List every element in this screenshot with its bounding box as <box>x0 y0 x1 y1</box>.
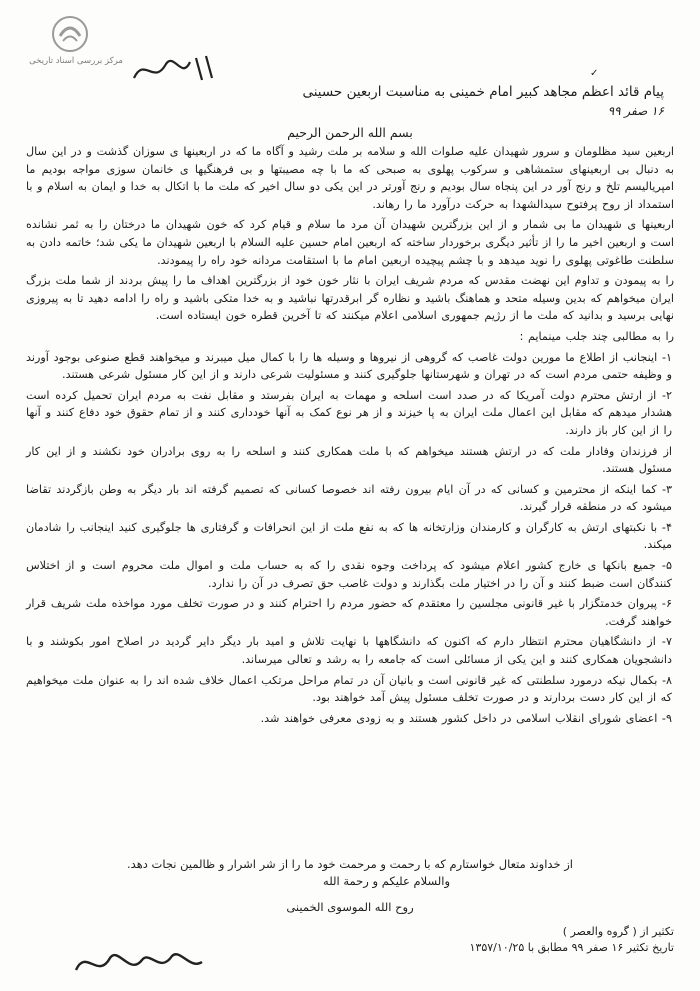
paragraph: را به پیمودن و تداوم این نهضت مقدس که مردم شریف ایران با نثار خون خود از بزرگترین اهداف ما را پیش بردند از شما ملت بزرگ ایران میخواهم که بدین وسیله متحد و هماهنگ باشید و نظاره گر ابرقدرتها نباشید و به خدا متکی باشید و راه را ادامه دهید تا به پیروزی نهایی برسید و بدانید که ملت ما از رژیم جمهوری اسلامی اعلام میکنند که تا آخرین قطره خون ایستاده است. <box>26 274 674 323</box>
basmala: بسم الله الرحمن الرحیم <box>287 125 413 140</box>
paragraph: را به مطالبی چند جلب مینمایم : <box>519 329 674 343</box>
numbered-item: ۴- با نکبتهای ارتش به کارگران و کارمندان وزارتخانه ها که به نفع ملت از این انحرافات و گرفتاری ها جلوگیری کنید اینجانب را شادمان میکند. <box>26 520 672 552</box>
numbered-item: ۲- از ارتش محترم دولت آمریکا که در صدد است اسلحه و مهمات به ایران بفرستد و مقابل نفت به مردم ایران تحمیل کرده است هشدار میدهم که مقابل این اعمال ملت ایران به پا خیزند و از هر نوع کمک به آنها خودداری کنند و از تمام حقوق خود دفاع کنند و آنها را از این کار باز دارند. <box>26 388 672 437</box>
numbered-item: ۳- کما اینکه از محترمین و کسانی که در آن ایام بیرون رفته اند خصوصا کسانی که تصمیم گرفته اند بار دیگر به وطن بازگردند تقاضا میشود که در منطقه قرار گیرند. <box>26 482 672 514</box>
numbered-item: ۱- اینجانب از اطلاع ما مورین دولت غاصب که گروهی از نیروها و وسیله ها را با کمال میل میبرند و میخواهند قطع صنوعی بوجود آورند و وظیفه حتمی مردم است که در تهران و شهرستانها جلوگیری کنند و مسئولیت شرعی دارند و از این کار مسئول شرعی هستند. <box>26 350 672 382</box>
archive-caption: مرکز بررسی اسناد تاریخی <box>29 56 123 66</box>
copy-date: تاریخ تکثیر ۱۶ صفر ۹۹ مطابق با ۱۳۵۷/۱۰/۲۵ <box>469 941 674 954</box>
numbered-item: ۹- اعضای شورای انقلاب اسلامی در داخل کشور هستند و به زودی معرفی خواهند شد. <box>260 711 672 725</box>
closing-prayer: از خداوند متعال خواستارم که با رحمت و مرحمت خود ما را از شر اشرار و ظالمین نجات دهد. <box>127 857 573 871</box>
archive-emblem-icon <box>50 14 90 54</box>
numbered-item: ۶- پیروان خدمتگزار با غیر قانونی مجلسین را معتقدم که حضور مردم را احترام کنند و در صورت تخلف مورد مواخذه ملت شریف قرار خواهند گرفت. <box>26 597 672 628</box>
archive-logo <box>16 14 136 66</box>
document-body <box>26 143 674 730</box>
signature-name: روح الله الموسوی الخمینی <box>286 900 414 914</box>
corner-mark: ✓ <box>590 68 599 79</box>
greeting: والسلام علیکم و رحمة الله <box>323 874 450 888</box>
document-title: پیام قائد اعظم مجاهد کبیر امام خمینی به مناسبت اربعین حسینی <box>302 84 664 100</box>
closing-section <box>0 856 700 890</box>
numbered-item: ۷- از دانشگاهیان محترم انتظار دارم که اکنون که دانشگاهها با نهایت تلاش و امید بار دیگر دایر گردید در اصلاح امور بکوشند و با دانشجویان همکاری کنند و این یکی از مسائلی است که جامعه را به رشد و تعالی میرساند. <box>26 635 672 667</box>
paragraph: از فرزندان وفادار ملت که در ارتش هستند میخواهم که با ملت همکاری کنند و اسلحه را به روی برادران خود نکشند و از این کار مسئول هستند. <box>26 444 672 476</box>
numbered-item: ۵- جمیع بانکها ی خارج کشور اعلام میشود که پرداخت وجوه نقدی را که به حساب ملت و اموال ملت محروم است و از اختلاس کنندگان است ضبط کنند و آن را در اختیار ملت بگذارند و دولت غاصب حق تصرف در آن را ندارد. <box>26 559 672 590</box>
handwritten-signature <box>70 940 210 984</box>
document-date: ۱۶ صفر ۹۹ <box>607 104 664 118</box>
paragraph: اربعینها ی شهیدان ما بی شمار و از این بزرگترین شهیدان آن مرد ما سلام و قیام کرد که خون شهیدان ما درختان را به ثمر نشانده است و اربعین اخیر ما را از تأثیر دیگری برخوردار ساخته که اربعین امام حسین علیه السلام با اربعین شهیدان ما یکی شد؛ خاتمه دادن به سلطنت طاغوتی پهلوی را نوید میدهد و با چشم پیچیده اربعین امام ما با استقامت مردانه خود راه را پیمودند. <box>26 218 674 267</box>
paragraph: اربعین سید مظلومان و سرور شهیدان علیه صلوات الله و سلامه بر ملت رشید و آگاه ما که در اربعینها ی سوزان گذشت و در این سال به دنبال بی اربعینهای ستمشاهی و سرکوب پهلوی به صبحی که ما با چه مصیبتها و بی فرهنگیها ی خانمان سوزی مواجه بودیم ما امپریالیسم تلخ و رنج آور در این پنجاه سال بودیم و رنج آورتر در این یکی دو سال اخیر که ملت ما با اتکال به خدا و ایمان به اسلام و با استمداد از روح پرفتوح سیدالشهدا به حرکت درآورد ما را رهاند. <box>26 145 674 211</box>
numbered-item: ۸- بکمال نیکه درمورد سلطنتی که غیر قانونی است و بانیان آن در تمام مراحل مرتکب اعمال خلاف شده اند را به عنوان ملت میخواهیم که از این کار دست بردارند و در صورت تخلف مسئول پیش آمد خواهند بود. <box>26 673 672 705</box>
copy-source: تکثیر از ( گروه والعصر ) <box>562 925 674 938</box>
copy-note <box>470 924 674 956</box>
